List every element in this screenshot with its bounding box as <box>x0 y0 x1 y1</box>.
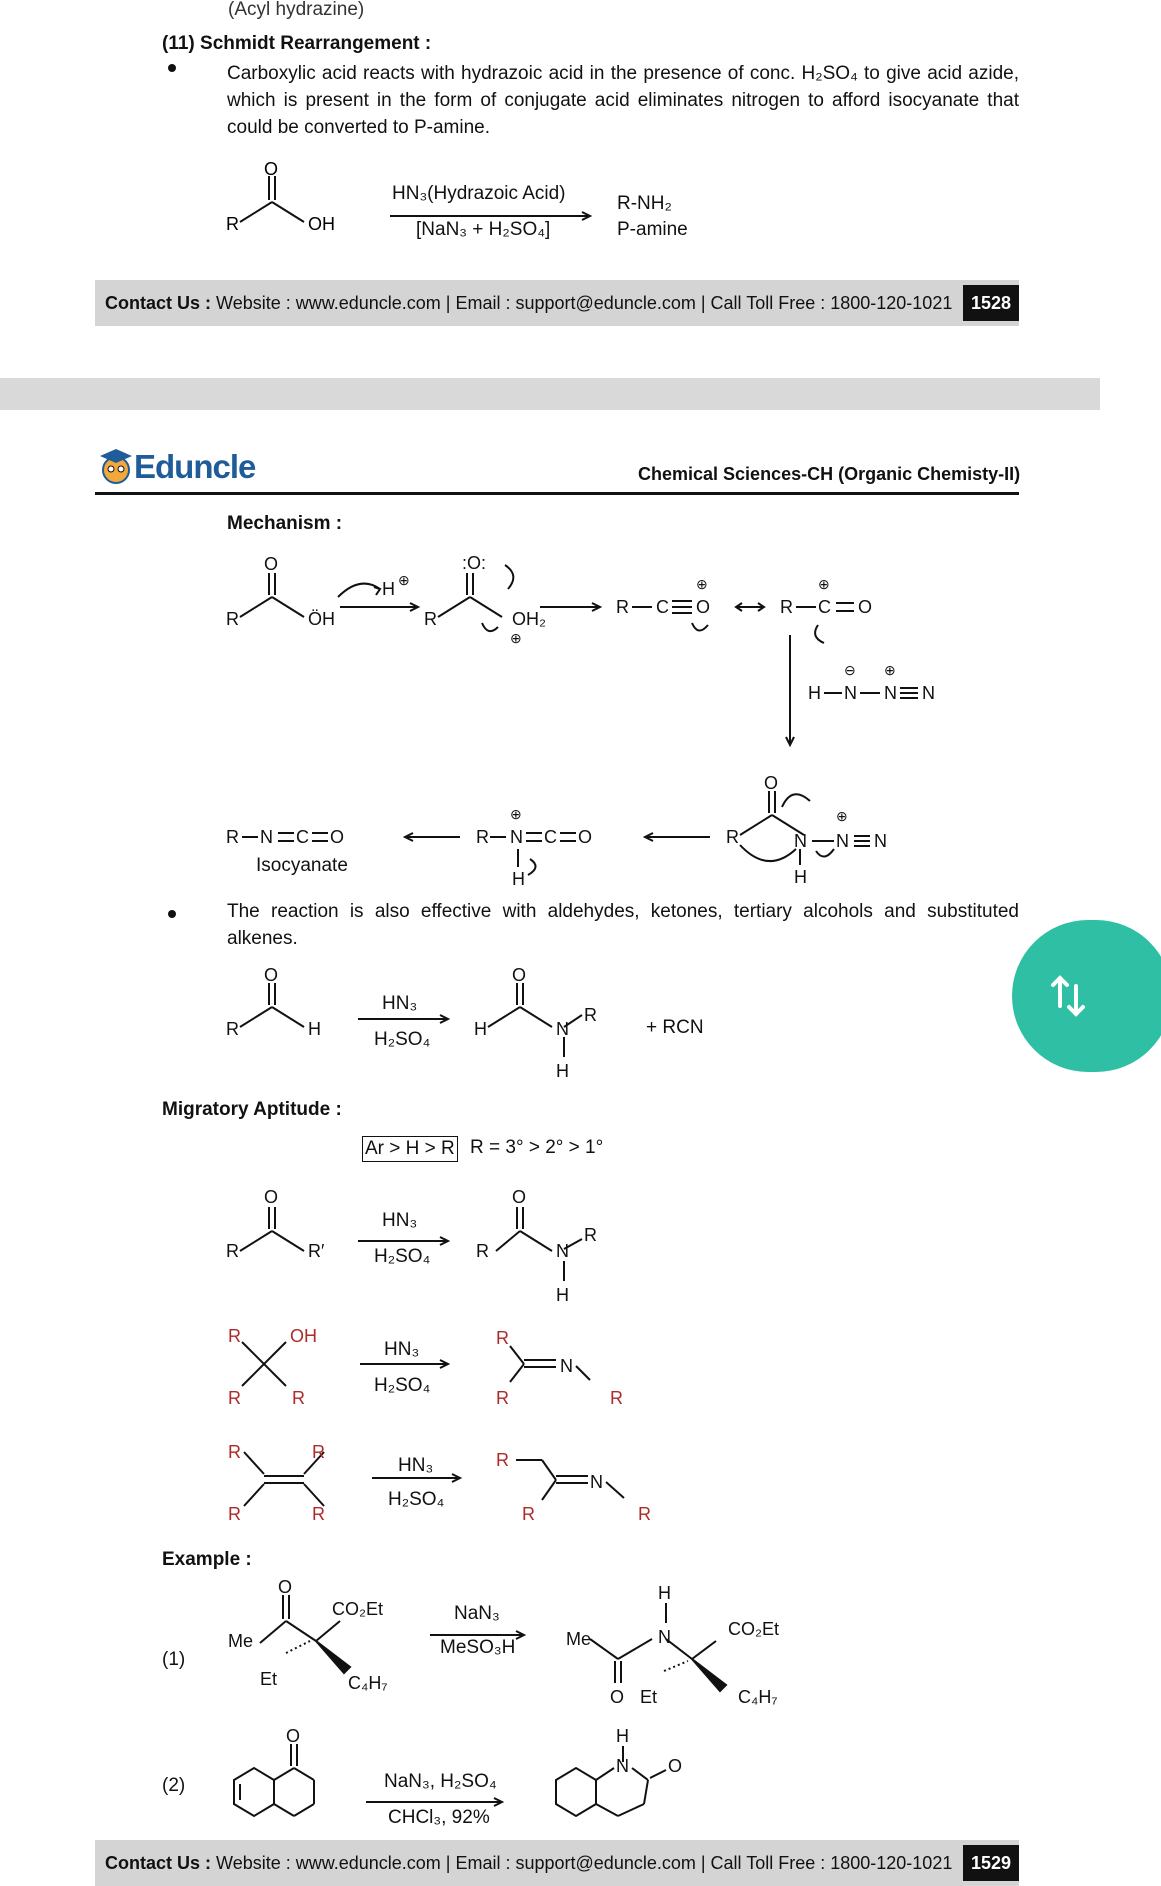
section-title-schmidt: (11) Schmidt Rearrangement : <box>162 33 432 54</box>
svg-text:C: C <box>296 827 309 847</box>
scheme4-reagent-bottom: H₂SO₄ <box>374 1375 431 1396</box>
page-number-bottom: 1529 <box>963 1845 1019 1881</box>
scheme5-reagent-top: HN₃ <box>398 1455 434 1476</box>
svg-text:R: R <box>496 1450 509 1470</box>
svg-text:O: O <box>264 160 279 179</box>
svg-text:C₄H₇: C₄H₇ <box>738 1687 778 1707</box>
svg-text:R: R <box>584 1225 597 1245</box>
schmidt-description: Carboxylic acid reacts with hydrazoic acid in the presence of conc. H₂SO₄ to give acid azide, which is present in the form of conjugate acid eliminates nitrogen to afford isocyanate that could be converted to P-amine. <box>227 63 1019 138</box>
svg-text:H: H <box>556 1285 569 1305</box>
scheme3-reagent-bottom: H₂SO₄ <box>374 1246 431 1267</box>
svg-text:R: R <box>616 597 629 617</box>
scheme2-reagent-top: HN₃ <box>382 993 418 1014</box>
svg-text:R: R <box>476 1241 489 1261</box>
svg-text:H: H <box>474 1019 487 1039</box>
svg-text:O: O <box>764 773 779 793</box>
svg-text:O: O <box>696 597 711 617</box>
bullet-aldehydes: The reaction is also effective with aldehydes, ketones, tertiary alcohols and substituted alkenes. <box>227 901 1019 949</box>
svg-text:C: C <box>818 597 831 617</box>
example2-reagent-top: NaN₃, H₂SO₄ <box>384 1771 497 1792</box>
svg-text:R: R <box>610 1388 623 1408</box>
example2-reagent-bottom: CHCl₃, 92% <box>388 1807 490 1828</box>
migratory-order: R = 3° > 2° > 1° <box>470 1137 604 1158</box>
svg-text:ÖH: ÖH <box>308 609 335 629</box>
scheme-ketone <box>220 1185 680 1315</box>
svg-text:OH: OH <box>308 214 335 234</box>
svg-text:CO₂Et: CO₂Et <box>728 1619 779 1639</box>
scheme1-product: R-NH₂ <box>617 193 672 214</box>
example1-scheme <box>220 1575 820 1715</box>
graduation-cap-icon <box>96 446 136 486</box>
svg-text:R: R <box>476 827 489 847</box>
scheme2-byproduct: + RCN <box>646 1017 704 1038</box>
migratory-title: Migratory Aptitude : <box>162 1099 342 1120</box>
page-number: 1528 <box>963 285 1019 321</box>
bullet-dot <box>168 64 176 72</box>
svg-text:N: N <box>836 831 849 851</box>
svg-text:H: H <box>512 869 525 889</box>
svg-text:H: H <box>658 1583 671 1603</box>
svg-text:O: O <box>512 1187 527 1207</box>
svg-text:R: R <box>522 1504 535 1524</box>
svg-text:N: N <box>616 1756 629 1776</box>
svg-text:R: R <box>638 1504 651 1524</box>
svg-text:R: R <box>496 1328 509 1348</box>
svg-text:R: R <box>780 597 793 617</box>
svg-text:N: N <box>260 827 273 847</box>
svg-text:R: R <box>228 1388 241 1408</box>
svg-text:C₄H₇: C₄H₇ <box>348 1673 388 1693</box>
svg-text:Me: Me <box>566 1629 592 1649</box>
page-divider <box>0 378 1100 410</box>
svg-text:O: O <box>278 1577 293 1597</box>
svg-text:O: O <box>286 1726 301 1746</box>
svg-text:R: R <box>228 1326 241 1346</box>
svg-text:⊕: ⊕ <box>510 806 522 822</box>
swap-vertical-icon <box>1050 972 1086 1020</box>
svg-text:C: C <box>544 827 557 847</box>
example1-reagent-top: NaN₃ <box>454 1603 500 1624</box>
svg-text:⊕: ⊕ <box>884 662 896 678</box>
svg-text:N: N <box>844 683 857 703</box>
svg-text:H: H <box>382 579 395 599</box>
scheme1-reagent-bottom: [NaN₃ + H₂SO₄] <box>416 219 551 240</box>
svg-text:R: R <box>226 1241 239 1261</box>
svg-text:O: O <box>264 965 279 985</box>
svg-text:R: R <box>312 1442 325 1462</box>
subject-title: Chemical Sciences-CH (Organic Chemisty-II) <box>638 464 1021 484</box>
contact-footer-bottom <box>95 1840 1019 1886</box>
example1-number: (1) <box>162 1649 186 1670</box>
mechanism-scheme <box>220 545 1020 905</box>
svg-text:H: H <box>308 1019 321 1039</box>
svg-text:N: N <box>556 1241 569 1261</box>
svg-text:R: R <box>226 214 239 234</box>
swap-vertical-button[interactable] <box>1012 920 1161 1072</box>
contact-label: Contact Us : <box>105 1853 212 1873</box>
svg-text:H: H <box>556 1061 569 1081</box>
svg-text:N: N <box>658 1627 671 1647</box>
svg-text:⊕: ⊕ <box>510 630 522 646</box>
svg-text:⊕: ⊕ <box>696 576 708 592</box>
svg-text:O: O <box>512 965 527 985</box>
svg-text:⊕: ⊕ <box>818 576 830 592</box>
scheme2-reagent-bottom: H₂SO₄ <box>374 1029 431 1050</box>
svg-text:N: N <box>794 831 807 851</box>
acyl-hydrazine-label: (Acyl hydrazine) <box>228 0 365 20</box>
svg-text:O: O <box>330 827 345 847</box>
contact-info <box>105 280 952 326</box>
example2-scheme <box>220 1720 820 1840</box>
svg-text:R: R <box>292 1388 305 1408</box>
svg-text:N: N <box>884 683 897 703</box>
svg-text:C: C <box>656 597 669 617</box>
contact-text: Website : www.eduncle.com | Email : support@eduncle.com | Call Toll Free : 1800-120-1021 <box>216 1853 953 1873</box>
svg-text:⊕: ⊕ <box>398 572 410 588</box>
mechanism-title: Mechanism : <box>227 513 343 534</box>
svg-text:R: R <box>226 609 239 629</box>
scheme1-product-label: P-amine <box>617 219 688 240</box>
scheme5-reagent-bottom: H₂SO₄ <box>388 1489 445 1510</box>
svg-text:N: N <box>922 683 935 703</box>
svg-text:O: O <box>668 1756 683 1776</box>
scheme4-reagent-top: HN₃ <box>384 1339 420 1360</box>
svg-text:⊖: ⊖ <box>844 662 856 678</box>
svg-text:H: H <box>794 867 807 887</box>
contact-info-bottom <box>105 1840 952 1886</box>
svg-text:OH: OH <box>290 1326 317 1346</box>
isocyanate-label: Isocyanate <box>256 855 348 876</box>
svg-text:OH₂: OH₂ <box>512 609 546 629</box>
svg-text:R: R <box>226 1019 239 1039</box>
svg-text:R: R <box>496 1388 509 1408</box>
svg-text:CO₂Et: CO₂Et <box>332 1599 383 1619</box>
svg-text:N: N <box>590 1472 603 1492</box>
svg-text:N: N <box>874 831 887 851</box>
svg-text:O: O <box>858 597 873 617</box>
svg-text:R: R <box>726 827 739 847</box>
svg-text:R: R <box>228 1504 241 1524</box>
contact-label: Contact Us : <box>105 293 212 313</box>
svg-text:⊕: ⊕ <box>836 808 848 824</box>
svg-text:N: N <box>556 1019 569 1039</box>
svg-text:O: O <box>264 1187 279 1207</box>
example1-reagent-bottom: MeSO₃H <box>440 1637 516 1658</box>
example-title: Example : <box>162 1549 252 1570</box>
scheme1-reagent-top: HN₃(Hydrazoic Acid) <box>392 183 566 204</box>
svg-text:O: O <box>610 1687 625 1707</box>
bullet-dot <box>168 910 176 918</box>
svg-text::O:: :O: <box>462 553 487 573</box>
scheme-tertiary-alcohol <box>220 1320 680 1420</box>
svg-text:H: H <box>616 1726 629 1746</box>
migratory-boxed-order: Ar > H > R <box>362 1136 458 1162</box>
svg-text:R: R <box>584 1005 597 1025</box>
svg-text:Me: Me <box>228 1631 254 1651</box>
contact-footer <box>95 280 1019 326</box>
contact-text: Website : www.eduncle.com | Email : support@eduncle.com | Call Toll Free : 1800-120-1021 <box>216 293 953 313</box>
logo-text: Eduncle <box>134 448 256 485</box>
header-rule <box>95 492 1019 495</box>
example2-number: (2) <box>162 1775 186 1796</box>
scheme3-reagent-top: HN₃ <box>382 1210 418 1231</box>
svg-text:Et: Et <box>260 1669 278 1689</box>
svg-text:R: R <box>226 827 239 847</box>
svg-text:Et: Et <box>640 1687 658 1707</box>
svg-text:N: N <box>510 827 523 847</box>
svg-text:R: R <box>312 1504 325 1524</box>
svg-text:H: H <box>808 683 821 703</box>
svg-text:R: R <box>228 1442 241 1462</box>
svg-text:R: R <box>424 609 437 629</box>
svg-text:R′: R′ <box>308 1241 325 1261</box>
svg-text:O: O <box>578 827 593 847</box>
svg-text:O: O <box>264 554 279 574</box>
svg-text:N: N <box>560 1356 573 1376</box>
scheme-alkene <box>220 1436 680 1536</box>
